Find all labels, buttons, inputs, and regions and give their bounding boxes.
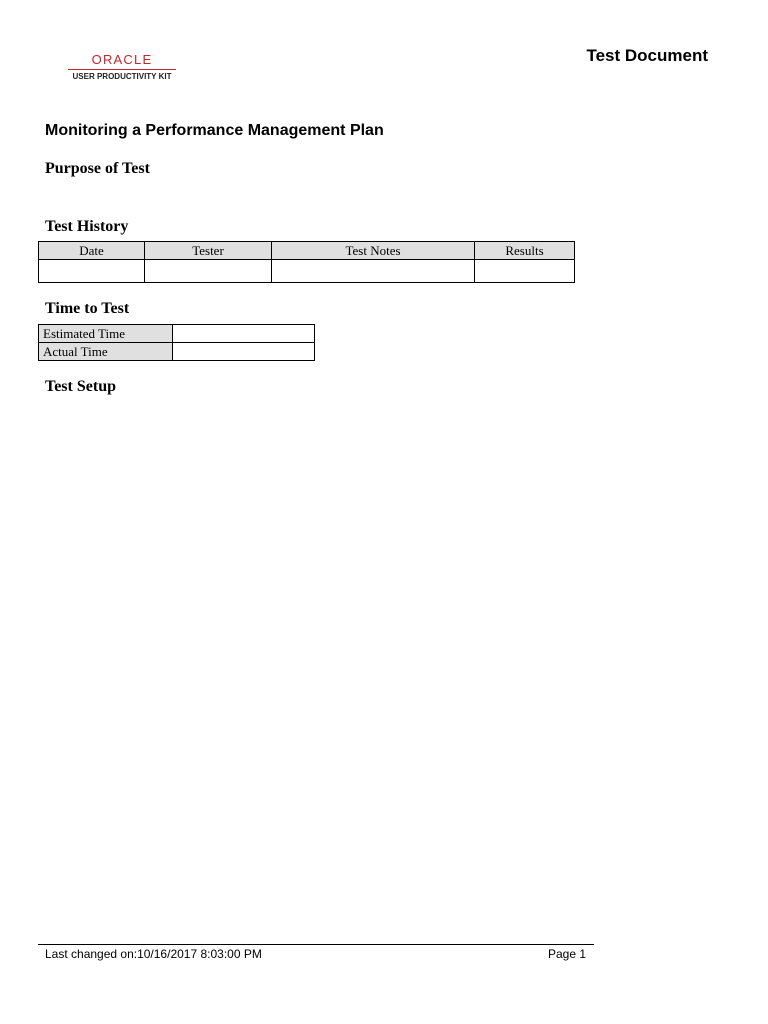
time-to-test-table xyxy=(38,324,315,361)
table-row xyxy=(39,260,575,283)
test-history-table xyxy=(38,241,575,283)
logo-subtitle: USER PRODUCTIVITY KIT xyxy=(72,72,172,81)
heading-test-setup: Test Setup xyxy=(45,378,116,395)
logo-divider xyxy=(68,69,176,70)
table-cell-date xyxy=(39,260,145,283)
footer-divider xyxy=(38,944,594,945)
column-header-results: Results xyxy=(475,242,575,260)
table-cell-test-notes xyxy=(272,260,475,283)
estimated-time-label: Estimated Time xyxy=(39,325,173,343)
actual-time-label: Actual Time xyxy=(39,343,173,361)
document-type-label: Test Document xyxy=(586,46,708,65)
estimated-time-value xyxy=(173,325,315,343)
column-header-tester: Tester xyxy=(145,242,272,260)
footer-last-changed: Last changed on:10/16/2017 8:03:00 PM xyxy=(45,947,262,961)
oracle-upk-logo xyxy=(66,52,178,82)
column-header-test-notes: Test Notes xyxy=(272,242,475,260)
table-header-row xyxy=(39,242,575,260)
table-cell-tester xyxy=(145,260,272,283)
logo-brand-text: ORACLE xyxy=(91,52,153,67)
table-cell-results xyxy=(475,260,575,283)
heading-test-history: Test History xyxy=(45,218,129,235)
column-header-date: Date xyxy=(39,242,145,260)
document-title: Monitoring a Performance Management Plan xyxy=(45,122,384,139)
actual-time-value xyxy=(173,343,315,361)
table-row xyxy=(39,325,315,343)
heading-time-to-test: Time to Test xyxy=(45,300,130,317)
table-row xyxy=(39,343,315,361)
heading-purpose: Purpose of Test xyxy=(45,160,150,177)
footer-page-number: Page 1 xyxy=(548,947,587,961)
